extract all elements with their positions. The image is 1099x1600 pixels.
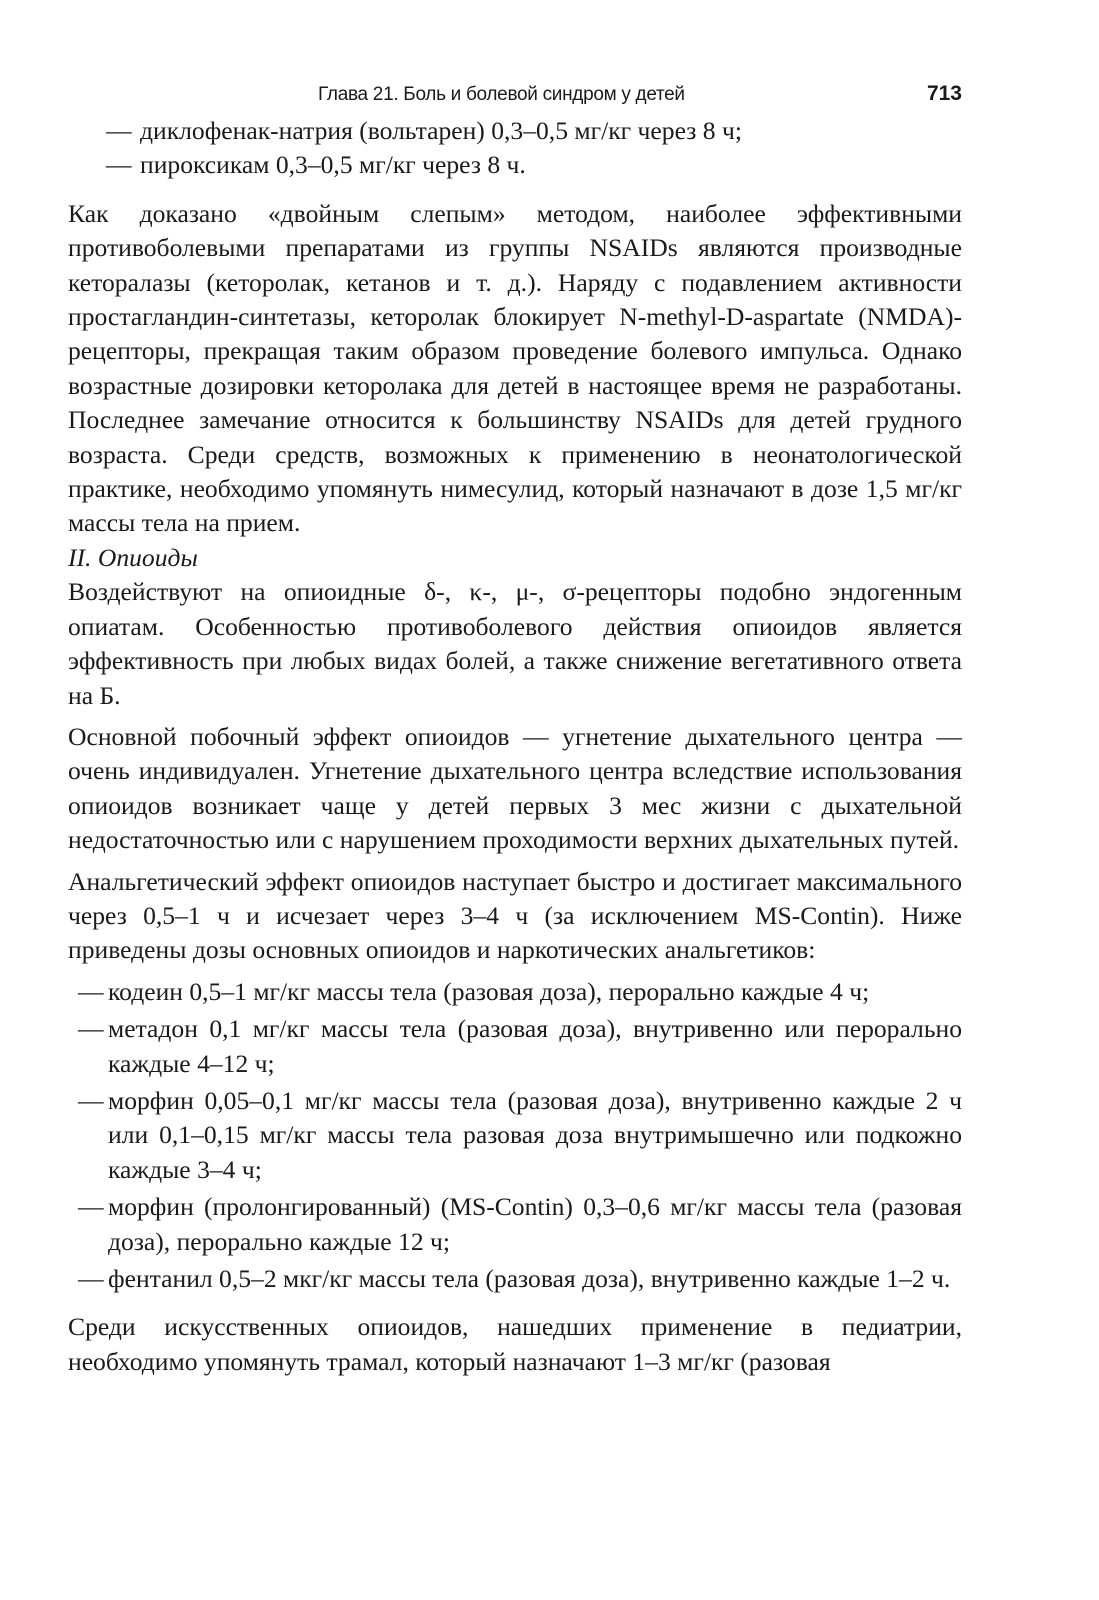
chapter-title: Глава 21. Боль и болевой синдром у детей: [318, 84, 685, 105]
list-item: — морфин 0,05–0,1 мг/кг массы тела (разовая доза), внутривенно каждые 2 ч или 0,1–0,15 мг/кг массы тела разовая доза внутримышечно или подкожно каждые 3–4 ч;: [78, 1085, 962, 1184]
dash-marker: —: [106, 116, 132, 145]
list-item: — пироксикам 0,3–0,5 мг/кг через 8 ч.: [68, 148, 962, 182]
dash-marker: —: [106, 150, 132, 180]
list-item: — метадон 0,1 мг/кг массы тела (разовая доза), внутривенно или перорально каждые 4–12 ч;: [78, 1014, 962, 1078]
dash-marker: —: [78, 1192, 104, 1222]
paragraph-nsaids: Как доказано «двойным слепым» методом, наиболее эффективными противоболевыми препаратами из группы NSAIDs являются производные кеторалазы (кеторолак, кетанов и т. д.). Наряду с подавлением активности простагландин-синтетазы, кеторолак блокирует N-methyl-D-aspartate (NMDA)-рецепторы, прекращая таким образом проведение болевого импульса. Однако возрастные дозировки кеторолака для детей в настоящее время не разработаны. Последнее замечание относится к большинству NSAIDs для детей грудного возраста. Среди средств, возможных к применению в неонатологической практике, необходимо упомянуть нимесулид, который назначают в дозе 1,5 мг/кг массы тела на прием.: [68, 198, 962, 538]
paragraph-analgesic-effect: Анальгетический эффект опиоидов наступает быстро и достигает максимального через 0,5–1 ч и исчезает через 3–4 ч (за исключением MS-Contin). Ниже приведены дозы основных опиоидов и наркотических анальгетиков:: [68, 866, 962, 965]
dash-marker: —: [78, 976, 104, 1006]
paragraph-side-effect: Основной побочный эффект опиоидов — угнетение дыхательного центра — очень индивидуален. Угнетение дыхательного центра вследствие использования опиоидов возникает чаще у детей первых 3 мес жизни с дыхательной недостаточностью или с нарушением проходимости верхних дыхательных путей.: [68, 721, 962, 855]
list-item: — кодеин 0,5–1 мг/кг массы тела (разовая доза), перорально каждые 4 ч;: [68, 975, 962, 1009]
running-head: [68, 80, 962, 114]
book-page: [68, 80, 962, 1379]
paragraph-opioid-receptors: Воздействуют на опиоидные δ-, κ-, μ-, σ-рецепторы подобно эндогенным опиатам. Особенностью противоболевого действия опиоидов является эффективность при любых видах болей, а также снижение вегетативного ответа на Б.: [68, 577, 962, 710]
opioid-dose-list: [68, 975, 962, 1297]
dash-marker: —: [78, 1264, 104, 1293]
list-item: — фентанил 0,5–2 мкг/кг массы тела (разовая доза), внутривенно каждые 1–2 ч.: [68, 1262, 962, 1296]
paragraph-tramal: Среди искусственных опиоидов, нашедших применение в педиатрии, необходимо упомянуть трамал, который назначают 1–3 мг/кг (разовая: [68, 1312, 962, 1376]
section-heading-opioids: II. Опиоиды: [68, 542, 198, 572]
list-item: — морфин (пролонгированный) (MS-Contin) 0,3–0,6 мг/кг массы тела (разовая доза), перорально каждые 12 ч;: [78, 1192, 962, 1256]
page-number: 713: [926, 82, 962, 105]
list-item: — диклофенак-натрия (вольтарен) 0,3–0,5 мг/кг через 8 ч;: [68, 114, 962, 148]
dash-marker: —: [78, 1085, 104, 1115]
dash-marker: —: [78, 1014, 104, 1044]
body-text: [68, 114, 962, 1379]
nsaid-dose-list: [68, 114, 962, 183]
